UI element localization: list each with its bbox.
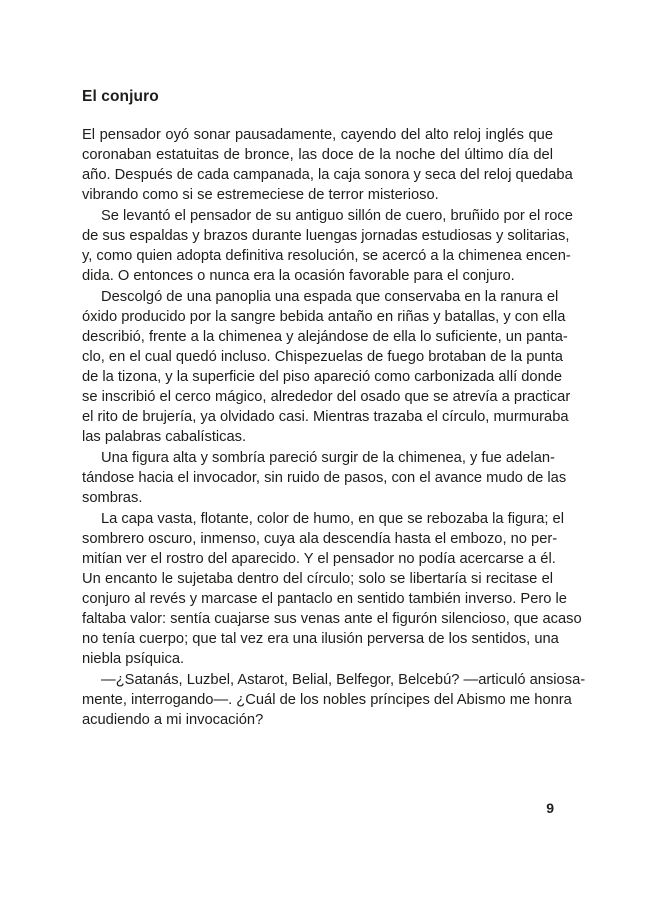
text-line: el rito de brujería, ya olvidado casi. Mientras trazaba el círculo, murmuraba [82, 409, 569, 425]
text-line: niebla psíquica. [82, 651, 185, 667]
chapter-title: El conjuro [82, 88, 159, 105]
text-line: de la tizona, y la superficie del piso apareció como carbonizada allí donde [82, 369, 563, 385]
text-line: dida. O entonces o nunca era la ocasión favorable para el conjuro. [82, 268, 515, 284]
text-line: de sus espaldas y brazos durante luengas jornadas estudiosas y solitarias, [82, 228, 570, 244]
text-line: sombrero oscuro, inmenso, cuya ala descendía hasta el embozo, no per- [82, 531, 558, 547]
text-line: se inscribió el cerco mágico, alrededor del osado que se atrevía a practicar [82, 389, 571, 405]
text-line: no tenía cuerpo; que tal vez era una ilusión perversa de los sentidos, una [82, 631, 559, 647]
text-line: clo, en el cual quedó incluso. Chispezuelas de fuego brotaban de la punta [82, 349, 563, 365]
text-line: tándose hacia el invocador, sin ruido de pasos, con el avance mudo de las [82, 470, 567, 486]
text-line: las palabras cabalísticas. [82, 429, 247, 445]
text-line: coronaban estatuitas de bronce, las doce de la noche del último día del [82, 147, 553, 163]
text-line: Se levantó el pensador de su antiguo sillón de cuero, bruñido por el roce [101, 208, 573, 224]
text-line: año. Después de cada campanada, la caja sonora y seca del reloj quedaba [82, 167, 573, 183]
text-line: Una figura alta y sombría pareció surgir de la chimenea, y fue adelan- [101, 450, 555, 466]
text-line: mente, interrogando—. ¿Cuál de los nobles príncipes del Abismo me honra [82, 692, 572, 708]
text-line: —¿Satanás, Luzbel, Astarot, Belial, Belfegor, Belcebú? —articuló ansiosa- [101, 672, 586, 688]
text-line: vibrando como si se estremeciese de terror misterioso. [82, 187, 439, 203]
text-line: faltaba valor: sentía cuajarse sus venas ante el figurón silencioso, que acaso [82, 611, 582, 627]
text-line: describió, frente a la chimenea y alejándose de ella lo suficiente, un panta- [82, 329, 568, 345]
text-line: mitían ver el rostro del aparecido. Y el pensador no podía acercarse a él. [82, 551, 556, 567]
text-line: El pensador oyó sonar pausadamente, cayendo del alto reloj inglés que [82, 127, 553, 143]
text-line: conjuro al revés y marcase el pantaclo en sentido también inverso. Pero le [82, 591, 567, 607]
text-line: Un encanto le sujetaba dentro del círculo; solo se libertaría si recitase el [82, 571, 553, 587]
text-line: Descolgó de una panoplia una espada que conservaba en la ranura el [101, 289, 559, 305]
text-line: óxido producido por la sangre bebida antaño en riñas y batallas, y con ella [82, 309, 566, 325]
page-number: 9 [546, 800, 554, 816]
text-line: La capa vasta, flotante, color de humo, en que se rebozaba la figura; el [101, 511, 564, 527]
text-line: sombras. [82, 490, 143, 506]
text-line: acudiendo a mi invocación? [82, 712, 264, 728]
text-line: y, como quien adopta definitiva resolución, se acercó a la chimenea encen- [82, 248, 571, 264]
